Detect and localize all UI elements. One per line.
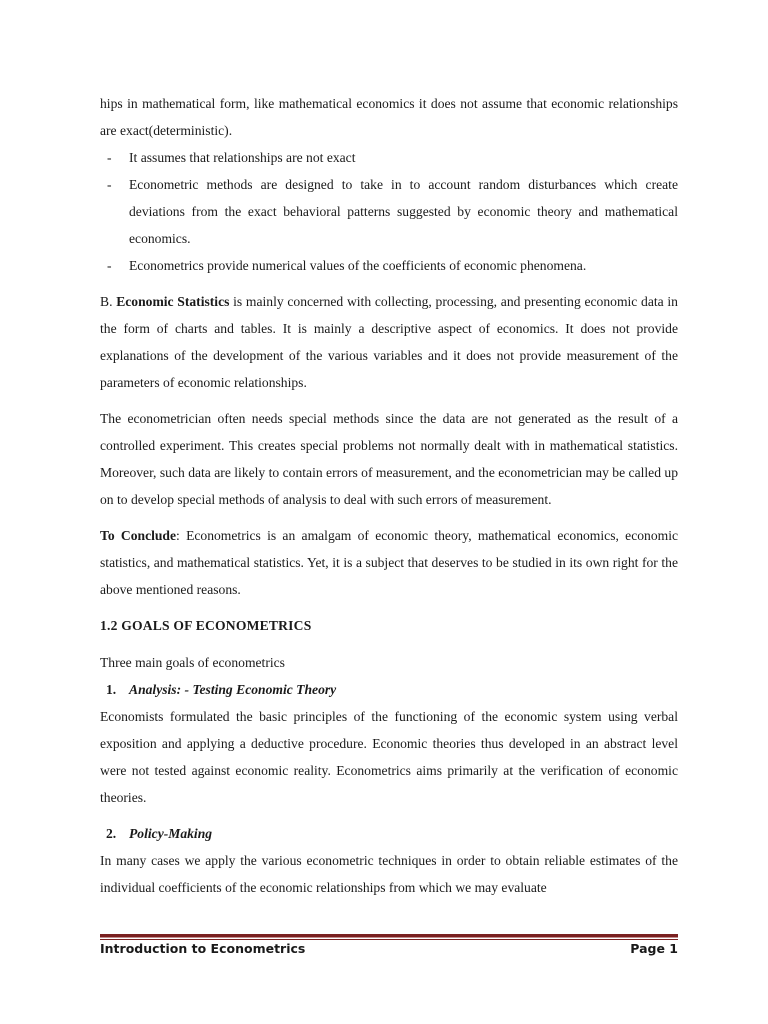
footer-title: Introduction to Econometrics [100,941,306,956]
economic-statistics-text: is mainly concerned with collecting, processing, and presenting economic data in the form of charts and tables. It is mainly a descriptive aspect of economics. It does not provide explanations of the development of the various variables and it does not provide measurement of the parameters of economic relationships. [100,294,678,390]
dash-marker: - [107,150,112,165]
goal-2-heading [100,820,678,847]
bullet-text: Econometric methods are designed to take in to account random disturbances which create deviations from the exact behavioral patterns suggested by economic theory and mathematical economics. [129,177,678,246]
dash-marker: - [107,177,112,192]
conclusion-term: To Conclude [100,528,177,543]
goal-1-title: Analysis: - Testing Economic Theory [129,682,337,697]
economic-statistics-paragraph [100,288,678,396]
bullet-text: It assumes that relationships are not exact [129,150,356,165]
goal-1-heading [100,676,678,703]
conclusion-paragraph [100,522,678,603]
economic-statistics-term: Economic Statistics [116,294,230,309]
list-item [100,252,678,279]
goal-2-title: Policy-Making [129,826,213,841]
list-item [100,144,678,171]
footer-divider [100,934,678,938]
goals-intro: Three main goals of econometrics [100,655,285,670]
document-page [100,90,678,901]
list-item [100,171,678,252]
goal-1-paragraph: Economists formulated the basic principles of the functioning of the economic system using verbal exposition and applying a deductive procedure. Economic theories thus developed in an abstract level were not tested against economic reality. Econometrics aims primarily at the verification of economic theories. [100,709,678,805]
bullet-text: Econometrics provide numerical values of the coefficients of economic phenomena. [129,258,587,273]
econometrician-paragraph: The econometrician often needs special methods since the data are not generated as the result of a controlled experiment. This creates special problems not normally dealt with in mathematical statistics. Moreover, such data are likely to contain errors of measurement, and the econometrician may be called up on to develop special methods of analysis to deal with such errors of measurement. [100,411,678,507]
page-footer [100,941,678,956]
goal-2-number: 2. [106,826,117,841]
intro-paragraph: hips in mathematical form, like mathematical economics it does not assume that economic relationships are exact(deterministic). [100,96,678,138]
section-heading: 1.2 GOALS OF ECONOMETRICS [100,618,312,633]
conclusion-text: : Econometrics is an amalgam of economic theory, mathematical economics, economic statistics, and mathematical statistics. Yet, it is a subject that deserves to be studied in its own right for the above mentioned reasons. [100,528,678,597]
section-b-prefix: B. [100,294,113,309]
page-number: Page 1 [630,941,678,956]
goal-2-paragraph: In many cases we apply the various econometric techniques in order to obtain reliable estimates of the individual coefficients of the economic relationships from which we may evaluate [100,853,678,895]
dash-marker: - [107,258,112,273]
goal-1-number: 1. [106,682,117,697]
bullet-list [100,144,678,279]
